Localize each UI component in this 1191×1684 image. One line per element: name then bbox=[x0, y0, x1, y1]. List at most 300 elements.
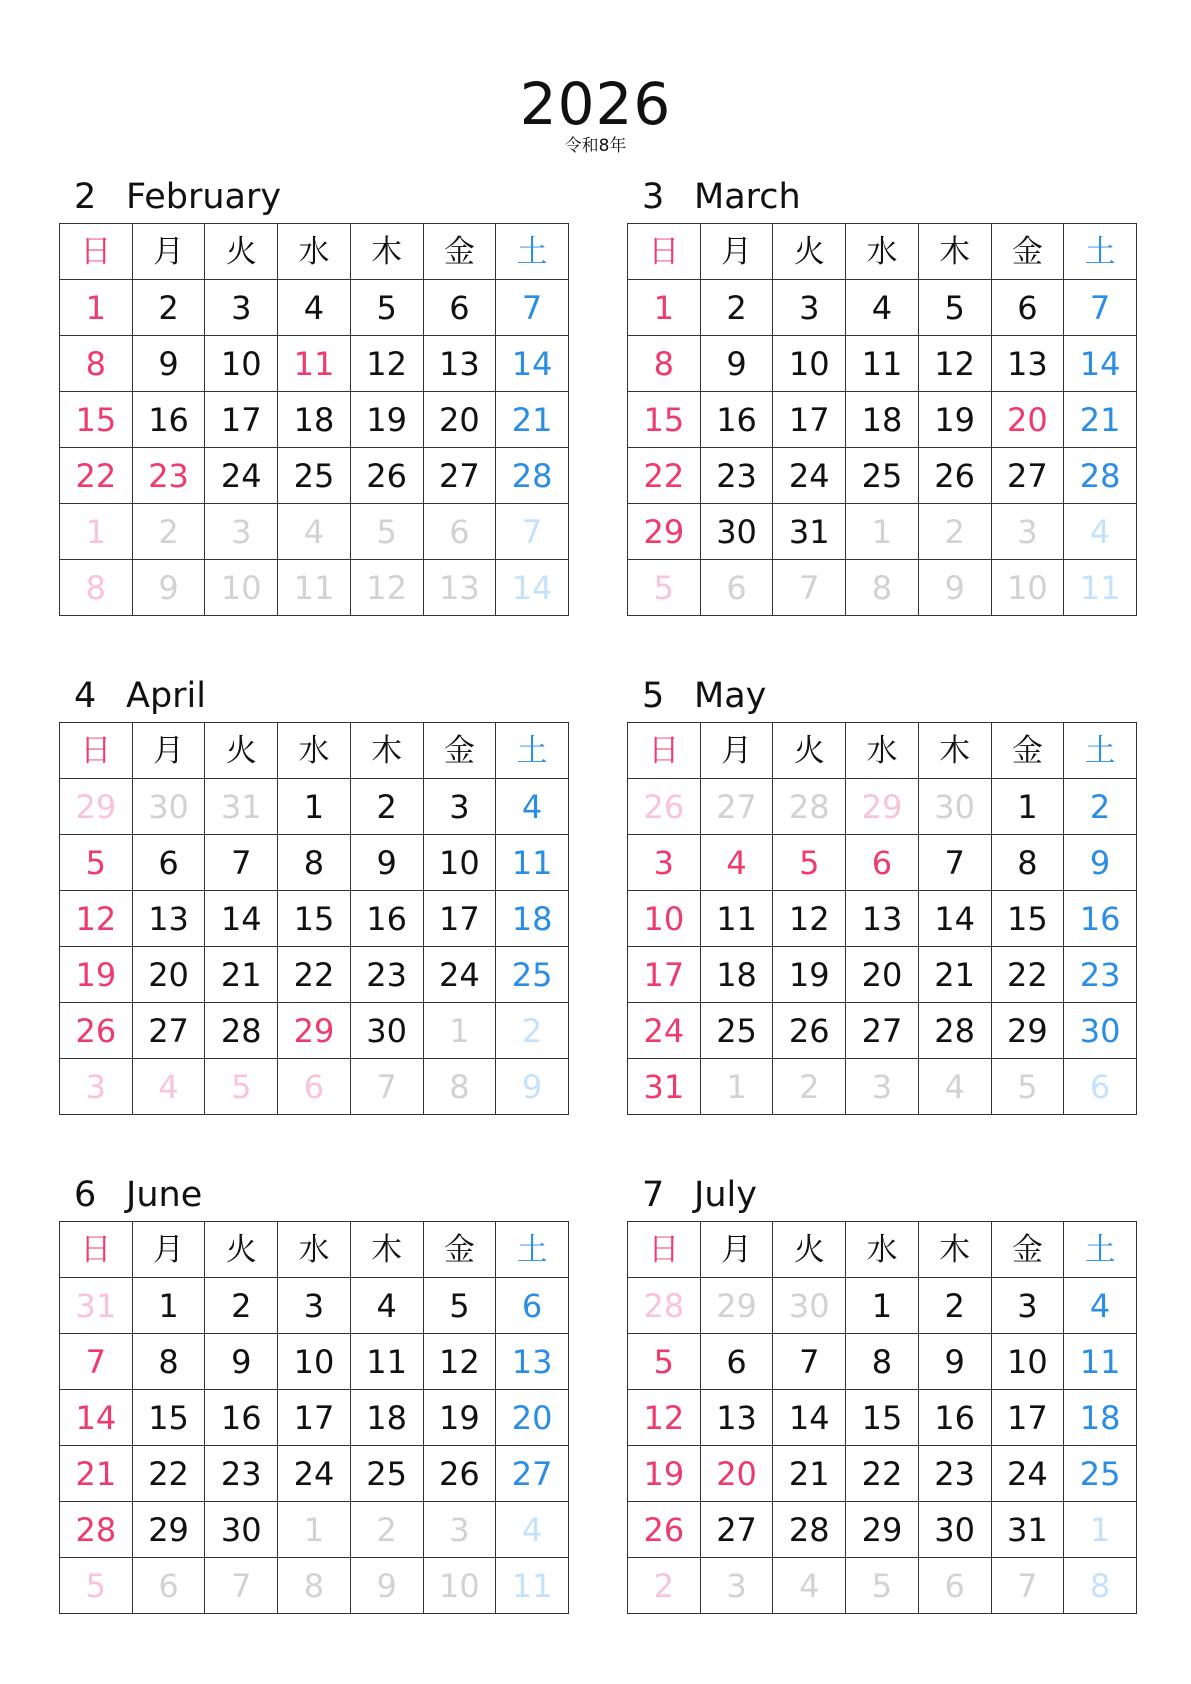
weekday-label: 土 bbox=[1064, 224, 1137, 280]
weekday-label: 日 bbox=[628, 224, 701, 280]
day-cell: 6 bbox=[132, 835, 205, 891]
day-cell: 10 bbox=[423, 835, 496, 891]
weekday-label: 日 bbox=[60, 1222, 133, 1278]
day-cell: 9 bbox=[205, 1334, 278, 1390]
day-cell: 25 bbox=[1064, 1446, 1137, 1502]
day-cell: 24 bbox=[991, 1446, 1064, 1502]
day-cell: 29 bbox=[132, 1502, 205, 1558]
month-header bbox=[642, 676, 766, 716]
adjacent-month-day-cell: 6 bbox=[700, 560, 773, 616]
day-cell: 20 bbox=[700, 1446, 773, 1502]
weekday-label: 日 bbox=[60, 224, 133, 280]
day-cell: 11 bbox=[1064, 1334, 1137, 1390]
weekday-label: 金 bbox=[423, 224, 496, 280]
day-cell: 21 bbox=[773, 1446, 846, 1502]
day-cell: 15 bbox=[132, 1390, 205, 1446]
day-cell: 1 bbox=[991, 779, 1064, 835]
week-row bbox=[60, 779, 569, 835]
day-cell: 29 bbox=[846, 1502, 919, 1558]
adjacent-month-day-cell: 8 bbox=[60, 560, 133, 616]
weekday-label: 日 bbox=[628, 1222, 701, 1278]
adjacent-month-day-cell: 2 bbox=[496, 1003, 569, 1059]
day-cell: 28 bbox=[918, 1003, 991, 1059]
weekday-label: 金 bbox=[991, 1222, 1064, 1278]
day-cell: 1 bbox=[846, 1278, 919, 1334]
day-cell: 31 bbox=[773, 504, 846, 560]
day-cell: 10 bbox=[991, 1334, 1064, 1390]
month-name: July bbox=[694, 1175, 757, 1215]
day-cell: 20 bbox=[846, 947, 919, 1003]
week-row bbox=[628, 336, 1137, 392]
day-cell: 26 bbox=[628, 1502, 701, 1558]
day-cell: 3 bbox=[628, 835, 701, 891]
adjacent-month-day-cell: 1 bbox=[423, 1003, 496, 1059]
weekday-label: 月 bbox=[700, 1222, 773, 1278]
week-row bbox=[60, 336, 569, 392]
day-cell: 12 bbox=[918, 336, 991, 392]
week-row bbox=[60, 280, 569, 336]
adjacent-month-day-cell: 2 bbox=[773, 1059, 846, 1115]
week-row bbox=[60, 1003, 569, 1059]
day-cell: 11 bbox=[846, 336, 919, 392]
adjacent-month-day-cell: 30 bbox=[773, 1278, 846, 1334]
adjacent-month-day-cell: 7 bbox=[991, 1558, 1064, 1614]
weekday-label: 月 bbox=[132, 224, 205, 280]
adjacent-month-day-cell: 9 bbox=[496, 1059, 569, 1115]
weekday-header-row bbox=[628, 723, 1137, 779]
day-cell: 8 bbox=[278, 835, 351, 891]
adjacent-month-day-cell: 6 bbox=[423, 504, 496, 560]
day-cell: 25 bbox=[700, 1003, 773, 1059]
week-row bbox=[60, 448, 569, 504]
month-header bbox=[74, 1175, 202, 1215]
adjacent-month-day-cell: 3 bbox=[423, 1502, 496, 1558]
day-cell: 18 bbox=[846, 392, 919, 448]
week-row bbox=[60, 1059, 569, 1115]
adjacent-month-day-cell: 4 bbox=[278, 504, 351, 560]
day-cell: 19 bbox=[350, 392, 423, 448]
adjacent-month-day-cell: 28 bbox=[773, 779, 846, 835]
week-row bbox=[60, 1278, 569, 1334]
adjacent-month-day-cell: 2 bbox=[132, 504, 205, 560]
weekday-label: 土 bbox=[1064, 723, 1137, 779]
day-cell: 17 bbox=[773, 392, 846, 448]
day-cell: 13 bbox=[991, 336, 1064, 392]
day-cell: 20 bbox=[423, 392, 496, 448]
weekday-label: 月 bbox=[132, 1222, 205, 1278]
day-cell: 18 bbox=[700, 947, 773, 1003]
adjacent-month-day-cell: 3 bbox=[991, 504, 1064, 560]
day-cell: 14 bbox=[496, 336, 569, 392]
adjacent-month-day-cell: 4 bbox=[1064, 504, 1137, 560]
month-number: 7 bbox=[642, 1175, 665, 1215]
day-cell: 28 bbox=[205, 1003, 278, 1059]
adjacent-month-day-cell: 30 bbox=[132, 779, 205, 835]
adjacent-month-day-cell: 13 bbox=[423, 560, 496, 616]
day-cell: 14 bbox=[918, 891, 991, 947]
day-cell: 6 bbox=[423, 280, 496, 336]
adjacent-month-day-cell: 7 bbox=[496, 504, 569, 560]
weekday-label: 月 bbox=[700, 723, 773, 779]
day-cell: 11 bbox=[496, 835, 569, 891]
month-number: 2 bbox=[74, 177, 97, 217]
day-cell: 5 bbox=[350, 280, 423, 336]
week-row bbox=[628, 1334, 1137, 1390]
day-cell: 22 bbox=[278, 947, 351, 1003]
weekday-label: 日 bbox=[628, 723, 701, 779]
weekday-label: 水 bbox=[278, 1222, 351, 1278]
day-cell: 26 bbox=[773, 1003, 846, 1059]
day-cell: 19 bbox=[773, 947, 846, 1003]
month-table bbox=[627, 223, 1137, 616]
weekday-label: 金 bbox=[991, 723, 1064, 779]
day-cell: 13 bbox=[496, 1334, 569, 1390]
adjacent-month-day-cell: 6 bbox=[1064, 1059, 1137, 1115]
era-title: 令和8年 bbox=[564, 136, 627, 156]
day-cell: 3 bbox=[205, 280, 278, 336]
adjacent-month-day-cell: 31 bbox=[60, 1278, 133, 1334]
day-cell: 23 bbox=[1064, 947, 1137, 1003]
day-cell: 8 bbox=[991, 835, 1064, 891]
day-cell: 26 bbox=[350, 448, 423, 504]
adjacent-month-day-cell: 1 bbox=[278, 1502, 351, 1558]
day-cell: 18 bbox=[1064, 1390, 1137, 1446]
day-cell: 23 bbox=[918, 1446, 991, 1502]
day-cell: 8 bbox=[846, 1334, 919, 1390]
day-cell: 19 bbox=[918, 392, 991, 448]
day-cell: 15 bbox=[278, 891, 351, 947]
day-cell: 27 bbox=[700, 1502, 773, 1558]
day-cell: 21 bbox=[60, 1446, 133, 1502]
adjacent-month-day-cell: 8 bbox=[1064, 1558, 1137, 1614]
month-number: 3 bbox=[642, 177, 665, 217]
week-row bbox=[60, 891, 569, 947]
month-name: February bbox=[126, 177, 282, 217]
weekday-header-row bbox=[60, 1222, 569, 1278]
weekday-label: 火 bbox=[205, 224, 278, 280]
day-cell: 23 bbox=[350, 947, 423, 1003]
day-cell: 4 bbox=[846, 280, 919, 336]
day-cell: 27 bbox=[991, 448, 1064, 504]
day-cell: 17 bbox=[423, 891, 496, 947]
day-cell: 21 bbox=[205, 947, 278, 1003]
day-cell: 28 bbox=[1064, 448, 1137, 504]
weekday-label: 土 bbox=[1064, 1222, 1137, 1278]
weekday-label: 火 bbox=[205, 1222, 278, 1278]
day-cell: 8 bbox=[628, 336, 701, 392]
day-cell: 8 bbox=[132, 1334, 205, 1390]
day-cell: 16 bbox=[918, 1390, 991, 1446]
day-cell: 17 bbox=[205, 392, 278, 448]
adjacent-month-day-cell: 5 bbox=[628, 560, 701, 616]
adjacent-month-day-cell: 3 bbox=[846, 1059, 919, 1115]
weekday-header-row bbox=[60, 224, 569, 280]
day-cell: 12 bbox=[60, 891, 133, 947]
day-cell: 1 bbox=[60, 280, 133, 336]
month-table bbox=[627, 1221, 1137, 1614]
day-cell: 13 bbox=[846, 891, 919, 947]
adjacent-month-day-cell: 9 bbox=[132, 560, 205, 616]
adjacent-month-day-cell: 12 bbox=[350, 560, 423, 616]
day-cell: 6 bbox=[496, 1278, 569, 1334]
day-cell: 16 bbox=[700, 392, 773, 448]
adjacent-month-day-cell: 29 bbox=[846, 779, 919, 835]
day-cell: 14 bbox=[60, 1390, 133, 1446]
day-cell: 4 bbox=[700, 835, 773, 891]
weekday-label: 金 bbox=[423, 1222, 496, 1278]
day-cell: 8 bbox=[60, 336, 133, 392]
day-cell: 13 bbox=[423, 336, 496, 392]
day-cell: 3 bbox=[423, 779, 496, 835]
weekday-label: 木 bbox=[350, 224, 423, 280]
adjacent-month-day-cell: 29 bbox=[60, 779, 133, 835]
adjacent-month-day-cell: 8 bbox=[846, 560, 919, 616]
weekday-label: 水 bbox=[278, 224, 351, 280]
week-row bbox=[628, 392, 1137, 448]
day-cell: 6 bbox=[991, 280, 1064, 336]
day-cell: 20 bbox=[496, 1390, 569, 1446]
weekday-header-row bbox=[60, 723, 569, 779]
week-row bbox=[60, 504, 569, 560]
adjacent-month-day-cell: 7 bbox=[773, 560, 846, 616]
day-cell: 12 bbox=[423, 1334, 496, 1390]
weekday-label: 木 bbox=[350, 1222, 423, 1278]
weekday-label: 水 bbox=[278, 723, 351, 779]
day-cell: 18 bbox=[278, 392, 351, 448]
weekday-label: 火 bbox=[773, 224, 846, 280]
adjacent-month-day-cell: 27 bbox=[700, 779, 773, 835]
day-cell: 2 bbox=[350, 779, 423, 835]
adjacent-month-day-cell: 1 bbox=[700, 1059, 773, 1115]
day-cell: 21 bbox=[1064, 392, 1137, 448]
week-row bbox=[60, 1390, 569, 1446]
day-cell: 10 bbox=[628, 891, 701, 947]
adjacent-month-day-cell: 10 bbox=[205, 560, 278, 616]
day-cell: 14 bbox=[1064, 336, 1137, 392]
day-cell: 2 bbox=[205, 1278, 278, 1334]
adjacent-month-day-cell: 30 bbox=[918, 779, 991, 835]
weekday-header-row bbox=[628, 1222, 1137, 1278]
week-row bbox=[628, 1278, 1137, 1334]
weekday-label: 火 bbox=[773, 1222, 846, 1278]
weekday-label: 火 bbox=[205, 723, 278, 779]
day-cell: 28 bbox=[773, 1502, 846, 1558]
day-cell: 18 bbox=[350, 1390, 423, 1446]
day-cell: 12 bbox=[628, 1390, 701, 1446]
adjacent-month-day-cell: 2 bbox=[628, 1558, 701, 1614]
day-cell: 14 bbox=[773, 1390, 846, 1446]
week-row bbox=[60, 1502, 569, 1558]
month-number: 4 bbox=[74, 676, 97, 716]
adjacent-month-day-cell: 31 bbox=[205, 779, 278, 835]
day-cell: 3 bbox=[773, 280, 846, 336]
day-cell: 1 bbox=[278, 779, 351, 835]
week-row bbox=[628, 891, 1137, 947]
day-cell: 27 bbox=[496, 1446, 569, 1502]
week-row bbox=[60, 1446, 569, 1502]
day-cell: 4 bbox=[496, 779, 569, 835]
day-cell: 9 bbox=[132, 336, 205, 392]
day-cell: 6 bbox=[700, 1334, 773, 1390]
month-header bbox=[642, 1175, 757, 1215]
day-cell: 25 bbox=[846, 448, 919, 504]
adjacent-month-day-cell: 4 bbox=[918, 1059, 991, 1115]
day-cell: 2 bbox=[1064, 779, 1137, 835]
weekday-label: 日 bbox=[60, 723, 133, 779]
adjacent-month-day-cell: 5 bbox=[991, 1059, 1064, 1115]
day-cell: 7 bbox=[1064, 280, 1137, 336]
weekday-label: 木 bbox=[918, 224, 991, 280]
week-row bbox=[628, 1059, 1137, 1115]
day-cell: 27 bbox=[423, 448, 496, 504]
adjacent-month-day-cell: 11 bbox=[278, 560, 351, 616]
day-cell: 10 bbox=[205, 336, 278, 392]
day-cell: 24 bbox=[205, 448, 278, 504]
day-cell: 10 bbox=[278, 1334, 351, 1390]
day-cell: 10 bbox=[773, 336, 846, 392]
month-header bbox=[74, 177, 281, 217]
weekday-label: 土 bbox=[496, 224, 569, 280]
day-cell: 26 bbox=[60, 1003, 133, 1059]
day-cell: 15 bbox=[846, 1390, 919, 1446]
week-row bbox=[628, 1558, 1137, 1614]
day-cell: 5 bbox=[918, 280, 991, 336]
day-cell: 7 bbox=[60, 1334, 133, 1390]
day-cell: 4 bbox=[350, 1278, 423, 1334]
day-cell: 30 bbox=[350, 1003, 423, 1059]
day-cell: 29 bbox=[278, 1003, 351, 1059]
day-cell: 22 bbox=[132, 1446, 205, 1502]
day-cell: 17 bbox=[278, 1390, 351, 1446]
day-cell: 15 bbox=[628, 392, 701, 448]
day-cell: 16 bbox=[350, 891, 423, 947]
adjacent-month-day-cell: 29 bbox=[700, 1278, 773, 1334]
day-cell: 19 bbox=[423, 1390, 496, 1446]
adjacent-month-day-cell: 3 bbox=[700, 1558, 773, 1614]
day-cell: 22 bbox=[846, 1446, 919, 1502]
day-cell: 12 bbox=[350, 336, 423, 392]
day-cell: 11 bbox=[278, 336, 351, 392]
day-cell: 12 bbox=[773, 891, 846, 947]
weekday-label: 木 bbox=[918, 723, 991, 779]
day-cell: 15 bbox=[60, 392, 133, 448]
adjacent-month-day-cell: 9 bbox=[350, 1558, 423, 1614]
adjacent-month-day-cell: 4 bbox=[132, 1059, 205, 1115]
day-cell: 2 bbox=[700, 280, 773, 336]
day-cell: 21 bbox=[496, 392, 569, 448]
day-cell: 15 bbox=[991, 891, 1064, 947]
day-cell: 9 bbox=[700, 336, 773, 392]
day-cell: 9 bbox=[918, 1334, 991, 1390]
week-row bbox=[628, 504, 1137, 560]
adjacent-month-day-cell: 10 bbox=[423, 1558, 496, 1614]
weekday-label: 月 bbox=[132, 723, 205, 779]
day-cell: 1 bbox=[132, 1278, 205, 1334]
day-cell: 25 bbox=[278, 448, 351, 504]
adjacent-month-day-cell: 5 bbox=[60, 1558, 133, 1614]
day-cell: 18 bbox=[496, 891, 569, 947]
day-cell: 26 bbox=[423, 1446, 496, 1502]
day-cell: 1 bbox=[628, 280, 701, 336]
month-name: June bbox=[126, 1175, 203, 1215]
day-cell: 9 bbox=[1064, 835, 1137, 891]
day-cell: 27 bbox=[132, 1003, 205, 1059]
adjacent-month-day-cell: 3 bbox=[205, 504, 278, 560]
week-row bbox=[628, 448, 1137, 504]
week-row bbox=[628, 947, 1137, 1003]
adjacent-month-day-cell: 11 bbox=[496, 1558, 569, 1614]
adjacent-month-day-cell: 9 bbox=[918, 560, 991, 616]
week-row bbox=[60, 1334, 569, 1390]
day-cell: 22 bbox=[60, 448, 133, 504]
day-cell: 4 bbox=[1064, 1278, 1137, 1334]
day-cell: 2 bbox=[918, 1278, 991, 1334]
day-cell: 31 bbox=[991, 1502, 1064, 1558]
adjacent-month-day-cell: 7 bbox=[350, 1059, 423, 1115]
day-cell: 28 bbox=[60, 1502, 133, 1558]
month-name: April bbox=[126, 676, 206, 716]
day-cell: 22 bbox=[991, 947, 1064, 1003]
weekday-label: 水 bbox=[846, 723, 919, 779]
day-cell: 25 bbox=[350, 1446, 423, 1502]
day-cell: 19 bbox=[628, 1446, 701, 1502]
weekday-label: 土 bbox=[496, 723, 569, 779]
day-cell: 21 bbox=[918, 947, 991, 1003]
day-cell: 17 bbox=[628, 947, 701, 1003]
day-cell: 7 bbox=[496, 280, 569, 336]
day-cell: 14 bbox=[205, 891, 278, 947]
week-row bbox=[60, 835, 569, 891]
weekday-label: 金 bbox=[423, 723, 496, 779]
day-cell: 30 bbox=[700, 504, 773, 560]
week-row bbox=[628, 560, 1137, 616]
day-cell: 16 bbox=[1064, 891, 1137, 947]
day-cell: 5 bbox=[773, 835, 846, 891]
adjacent-month-day-cell: 1 bbox=[60, 504, 133, 560]
day-cell: 4 bbox=[278, 280, 351, 336]
day-cell: 28 bbox=[496, 448, 569, 504]
adjacent-month-day-cell: 6 bbox=[278, 1059, 351, 1115]
day-cell: 3 bbox=[991, 1278, 1064, 1334]
adjacent-month-day-cell: 11 bbox=[1064, 560, 1137, 616]
day-cell: 27 bbox=[846, 1003, 919, 1059]
month-table bbox=[627, 722, 1137, 1115]
month-table bbox=[59, 1221, 569, 1614]
weekday-label: 水 bbox=[846, 1222, 919, 1278]
day-cell: 9 bbox=[350, 835, 423, 891]
adjacent-month-day-cell: 4 bbox=[496, 1502, 569, 1558]
day-cell: 3 bbox=[278, 1278, 351, 1334]
adjacent-month-day-cell: 3 bbox=[60, 1059, 133, 1115]
day-cell: 13 bbox=[700, 1390, 773, 1446]
week-row bbox=[628, 280, 1137, 336]
day-cell: 23 bbox=[132, 448, 205, 504]
adjacent-month-day-cell: 6 bbox=[918, 1558, 991, 1614]
adjacent-month-day-cell: 6 bbox=[132, 1558, 205, 1614]
day-cell: 5 bbox=[60, 835, 133, 891]
day-cell: 30 bbox=[1064, 1003, 1137, 1059]
month-header bbox=[642, 177, 801, 217]
month-table bbox=[59, 722, 569, 1115]
day-cell: 2 bbox=[132, 280, 205, 336]
day-cell: 7 bbox=[205, 835, 278, 891]
day-cell: 25 bbox=[496, 947, 569, 1003]
day-cell: 24 bbox=[278, 1446, 351, 1502]
adjacent-month-day-cell: 4 bbox=[773, 1558, 846, 1614]
day-cell: 24 bbox=[628, 1003, 701, 1059]
day-cell: 30 bbox=[205, 1502, 278, 1558]
adjacent-month-day-cell: 2 bbox=[918, 504, 991, 560]
